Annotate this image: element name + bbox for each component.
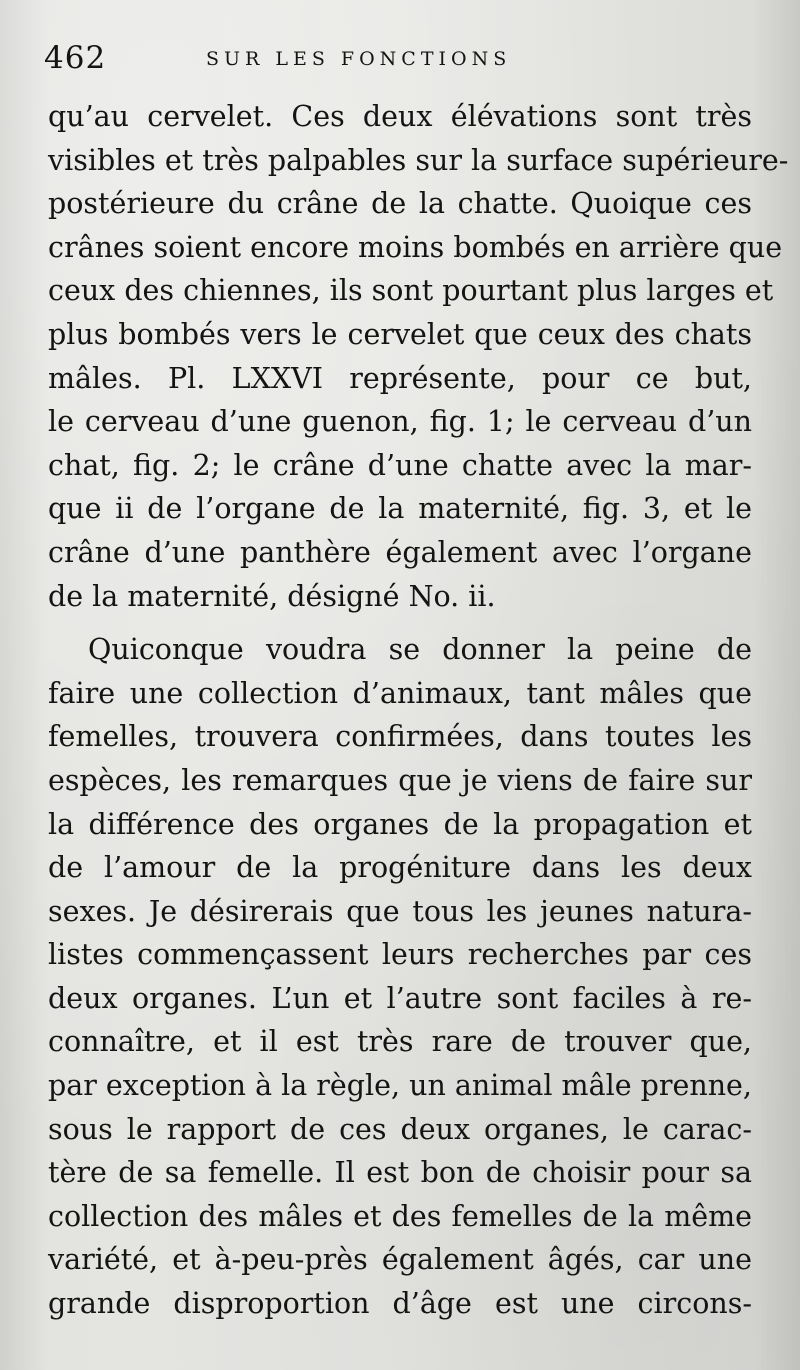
text-line: deux organes. L’un et l’autre sont faciles à re- — [48, 981, 752, 1015]
text-line: faire une collection d’animaux, tant mâles que — [48, 676, 752, 710]
text-line: sexes. Je désirerais que tous les jeunes natura- — [48, 894, 752, 928]
text-line: sous le rapport de ces deux organes, le carac- — [48, 1112, 752, 1146]
text-line: listes commençassent leurs recherches par ces — [48, 938, 752, 972]
text-line: grande disproportion d’âge est une circons- — [48, 1287, 752, 1321]
text-line: crâne d’une panthère également avec l’organe — [48, 535, 752, 569]
text-line: la différence des organes de la propagation et — [48, 807, 752, 841]
text-line: de l’amour de la progéniture dans les deux — [48, 851, 752, 885]
text-line: de la maternité, désigné No. ii. — [48, 579, 496, 613]
text-line: tère de sa femelle. Il est bon de choisir pour sa — [48, 1156, 752, 1190]
text-line: ceux des chiennes, ils sont pourtant plus larges et — [48, 274, 774, 308]
text-line: que ii de l’organe de la maternité, fig. 3, et le — [48, 492, 752, 526]
text-line: mâles. Pl. LXXVI représente, pour ce but, — [48, 361, 752, 395]
text-line: crânes soient encore moins bombés en arrière que — [48, 230, 783, 264]
text-line: par exception à la règle, un animal mâle prenne, — [48, 1069, 752, 1103]
paragraph-1 — [48, 95, 789, 618]
text-line: plus bombés vers le cervelet que ceux des chats — [48, 317, 752, 351]
paragraph-gap — [48, 618, 752, 628]
text-line: femelles, trouvera confirmées, dans toutes les — [48, 720, 752, 754]
page-number: 462 — [44, 40, 107, 76]
text-line: collection des mâles et des femelles de la même — [48, 1199, 752, 1233]
page-header — [44, 38, 756, 88]
text-line: qu’au cervelet. Ces deux élévations sont très — [48, 100, 752, 133]
body-text — [48, 95, 789, 1326]
text-line: espèces, les remarques que je viens de faire sur — [48, 763, 752, 797]
text-line: postérieure du crâne de la chatte. Quoique ces — [48, 187, 752, 221]
text-line: Quiconque voudra se donner la peine de — [88, 633, 752, 667]
text-line: chat, fig. 2; le crâne d’une chatte avec la mar- — [48, 448, 752, 482]
paragraph-2 — [48, 628, 752, 1326]
text-line: visibles et très palpables sur la surface supérieure- — [48, 143, 789, 177]
text-line: variété, et à-peu-près également âgés, car une — [48, 1243, 752, 1277]
running-head: SUR LES FONCTIONS — [206, 48, 512, 70]
text-line: le cerveau d’une guenon, fig. 1; le cerveau d’un — [48, 405, 752, 439]
text-line: connaître, et il est très rare de trouver que, — [48, 1025, 752, 1059]
